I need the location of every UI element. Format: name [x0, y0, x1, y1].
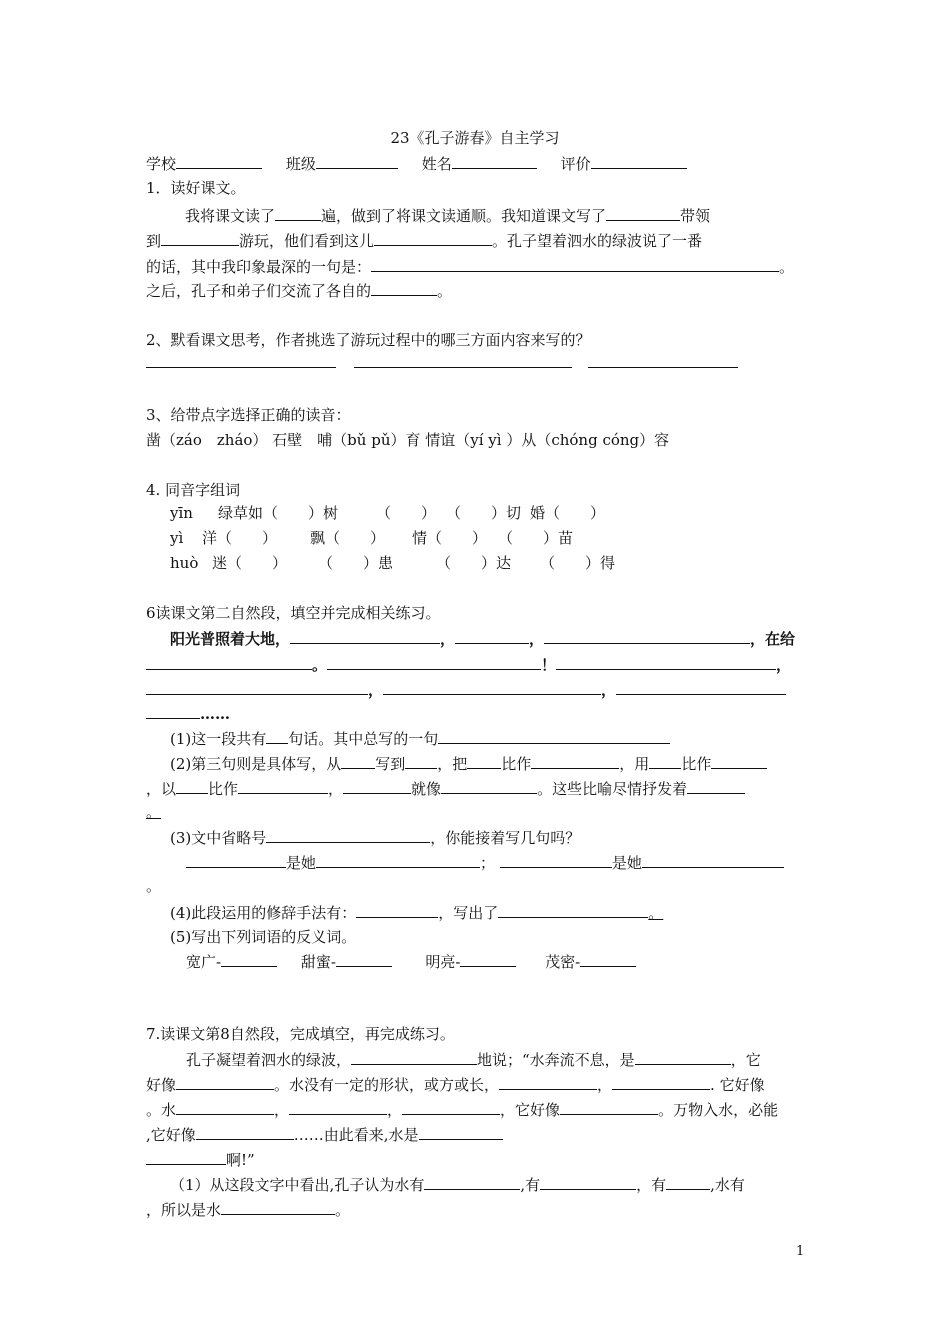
q4-row [170, 553, 615, 573]
text: 。 [312, 656, 328, 674]
text: 写到 [375, 755, 406, 773]
q7-line5 [146, 1149, 255, 1170]
text: ……由此看来,水是 [293, 1126, 419, 1144]
page-title: 23《孔子游春》自主学习 [390, 129, 560, 147]
blank[interactable] [196, 1124, 294, 1140]
text: ，有 [636, 1176, 667, 1194]
text: 。这些比喻尽情抒发着 [537, 780, 688, 798]
text: (3)文中省略号 [170, 829, 267, 847]
school-blank[interactable] [176, 153, 262, 169]
blank[interactable] [351, 1049, 477, 1065]
text: 。 [779, 258, 795, 276]
text: . 它好像 [710, 1076, 765, 1094]
blank[interactable] [467, 753, 501, 769]
q6-sub3 [170, 827, 580, 848]
blank[interactable] [460, 951, 516, 967]
blank[interactable] [499, 1074, 597, 1090]
text: ，写出了 [438, 904, 499, 922]
blank[interactable] [146, 703, 200, 719]
blank[interactable] [424, 1174, 520, 1190]
blank[interactable] [649, 753, 681, 769]
blank[interactable] [540, 1174, 636, 1190]
word-blank[interactable]: （ ）患 [318, 554, 394, 572]
text: 阳光普照着大地， [170, 630, 291, 648]
q4-row [170, 503, 605, 523]
blank[interactable] [371, 256, 779, 272]
q6-heading: 6读课文第二自然段，填空并完成相关练习。 [146, 604, 441, 622]
text: 就像 [411, 780, 442, 798]
blank[interactable] [176, 1099, 274, 1115]
blank[interactable] [383, 679, 601, 695]
text: (1)这一段共有 [170, 730, 267, 748]
blank[interactable] [316, 852, 480, 868]
text: ， [328, 780, 344, 798]
blank[interactable] [711, 753, 767, 769]
text: ， [368, 681, 384, 699]
blank[interactable] [290, 628, 440, 644]
text: 比作 [681, 755, 712, 773]
text: (4)此段运用的修辞手法有： [170, 904, 357, 922]
text: ， [597, 1076, 613, 1094]
text: ,水有 [710, 1176, 745, 1194]
blank[interactable] [405, 753, 437, 769]
blank[interactable] [327, 654, 541, 670]
blank[interactable] [606, 205, 680, 221]
text: 。水没有一定的形状，或方或长， [274, 1076, 500, 1094]
blank[interactable] [221, 951, 277, 967]
q7-line1 [186, 1049, 761, 1070]
word-blank[interactable]: 飘（ ） [310, 529, 386, 547]
q1-heading: 1．读好课文。 [146, 179, 246, 197]
text: …… [200, 705, 230, 723]
q1-line4 [146, 280, 452, 301]
q1-line1 [185, 205, 710, 226]
blank[interactable] [221, 1199, 335, 1215]
q7-line2 [146, 1074, 765, 1095]
word-blank[interactable]: 婚（ ） [530, 504, 606, 522]
text: ，所以是水 [146, 1201, 222, 1219]
text: ！ [541, 656, 557, 674]
blank[interactable] [374, 230, 492, 246]
q6-sub3-end: 。 [146, 877, 162, 895]
blank[interactable] [161, 230, 239, 246]
blank[interactable] [500, 852, 612, 868]
q6-bold-line4 [146, 703, 230, 724]
blank[interactable] [371, 280, 437, 296]
pinyin: yīn [170, 504, 193, 522]
q7-line4 [146, 1124, 503, 1145]
class-label: 班级 [285, 155, 316, 173]
text: 。 [335, 1201, 351, 1219]
text: 是她 [286, 854, 317, 872]
blank[interactable] [176, 1074, 274, 1090]
text: ，在给 [750, 630, 796, 648]
blank[interactable] [531, 753, 619, 769]
text: ,有 [520, 1176, 541, 1194]
text: 是她 [611, 854, 642, 872]
text: ， [529, 630, 545, 648]
text: ； [480, 854, 496, 872]
text: 比作 [208, 780, 239, 798]
text: ， [274, 1101, 290, 1119]
blank[interactable] [635, 1049, 731, 1065]
q6-bold-line2 [146, 654, 791, 675]
word-blank[interactable]: （ ）得 [540, 554, 616, 572]
text: ，用 [619, 755, 650, 773]
q4-heading: 4. 同音字组词 [146, 481, 241, 499]
q3-pinyin-line: 凿（záo zháo） 石壁 哺（bǔ pǔ）育 情谊（yí yì ）从（chóng cóng）容 [146, 431, 670, 449]
blank[interactable] [266, 728, 288, 744]
text: (2)第三句则是具体写，从 [170, 755, 342, 773]
blank[interactable] [438, 728, 670, 744]
text: 我将课文读了 [185, 207, 276, 225]
q6-bold-line1 [170, 628, 795, 649]
pinyin: yì [170, 529, 184, 547]
q6-sub3-line [186, 852, 784, 873]
antonym-word: 明亮- [425, 953, 461, 971]
q6-sub2-cont [146, 778, 745, 799]
text: 遍，做到了将课文读通顺。我知道课文写了 [321, 207, 607, 225]
text: ，以 [146, 780, 177, 798]
q6-sub2 [170, 753, 767, 774]
pinyin: huò [170, 554, 199, 572]
page-number: 1 [796, 1244, 805, 1259]
word-blank[interactable]: （ ）切 [446, 504, 522, 522]
q7-heading: 7.读课文第8自然段，完成填空，再完成练习。 [146, 1025, 455, 1043]
blank[interactable] [544, 628, 750, 644]
text: ，把 [437, 755, 468, 773]
blank[interactable] [441, 778, 537, 794]
blank[interactable] [238, 778, 328, 794]
blank[interactable] [556, 654, 776, 670]
text: 比作 [501, 755, 532, 773]
school-label: 学校 [146, 155, 177, 173]
text: 。 [648, 904, 664, 922]
blank[interactable] [341, 753, 375, 769]
q6-sub2-end [146, 802, 161, 822]
blank[interactable] [275, 205, 321, 221]
text: 。水 [146, 1101, 177, 1119]
text: 。孔子望着泗水的绿波说了一番 [492, 232, 703, 250]
text: 。 [146, 803, 162, 821]
text: ，它好像 [500, 1101, 561, 1119]
blank[interactable] [402, 1099, 500, 1115]
text: ，它 [730, 1051, 761, 1069]
text: ,它好像 [146, 1126, 196, 1144]
text: 好像 [146, 1076, 177, 1094]
text: （1）从这段文字中看出,孔子认为水有 [170, 1176, 425, 1194]
q3-heading: 3、给带点字选择正确的读音： [146, 406, 351, 424]
eval-blank[interactable] [591, 153, 687, 169]
q6-sub4 [170, 902, 663, 923]
blank[interactable] [356, 902, 438, 918]
text: 。 [437, 282, 453, 300]
blank[interactable] [666, 1174, 710, 1190]
blank[interactable] [560, 1099, 658, 1115]
blank[interactable] [616, 679, 786, 695]
text: 孔子凝望着泗水的绿波， [186, 1051, 352, 1069]
text: 。万物入水，必能 [658, 1101, 779, 1119]
q2-heading: 2、默看课文思考，作者挑选了游玩过程中的哪三方面内容来写的？ [146, 331, 591, 349]
blank[interactable] [642, 852, 784, 868]
text: 之后，孔子和弟子们交流了各自的 [146, 282, 372, 300]
text: ， [440, 630, 456, 648]
q2-answer-blank[interactable] [146, 367, 336, 368]
q7-line3 [146, 1099, 778, 1120]
text: ，你能接着写几句吗？ [430, 829, 581, 847]
text: ， [776, 656, 792, 674]
word-blank[interactable]: 情（ ） [412, 529, 488, 547]
q2-answer-blank[interactable] [354, 367, 572, 368]
blank[interactable] [186, 852, 286, 868]
word-blank[interactable]: 洋（ ） [202, 529, 278, 547]
q6-antonyms [186, 951, 636, 972]
q1-line3 [146, 256, 794, 277]
eval-label: 评价 [560, 155, 591, 173]
antonym-word: 甜蜜- [300, 953, 336, 971]
q6-bold-line3 [146, 679, 786, 700]
antonym-word: 茂密- [545, 953, 581, 971]
q1-line2 [146, 230, 702, 251]
blank[interactable] [336, 951, 392, 967]
blank[interactable] [687, 778, 745, 794]
text: 句话。其中总写的一句 [288, 730, 439, 748]
blank[interactable] [612, 1074, 710, 1090]
header-row [146, 153, 687, 174]
blank[interactable] [146, 654, 312, 670]
blank[interactable] [176, 778, 208, 794]
text: 游玩，他们看到这儿 [239, 232, 375, 250]
word-blank[interactable]: 迷（ ） [212, 554, 288, 572]
text: 到 [146, 232, 162, 250]
q7-sub1 [170, 1174, 745, 1195]
text: 地说；“水奔流不息，是 [477, 1051, 635, 1069]
q4-row [170, 528, 573, 548]
q6-sub5: (5)写出下列词语的反义词。 [170, 928, 357, 946]
name-label: 姓名 [421, 155, 452, 173]
blank[interactable] [343, 778, 411, 794]
antonym-word: 宽广- [186, 953, 222, 971]
blank[interactable] [498, 902, 648, 918]
name-blank[interactable] [452, 153, 537, 169]
blank[interactable] [289, 1099, 387, 1115]
blank[interactable] [455, 628, 529, 644]
word-blank[interactable]: （ ）达 [436, 554, 512, 572]
blank[interactable] [146, 1149, 226, 1165]
text: ， [601, 681, 617, 699]
q2-answer-blank[interactable] [588, 367, 738, 368]
blank[interactable] [266, 827, 430, 843]
word-blank[interactable]: 绿草如（ ）树 [218, 504, 339, 522]
q6-sub1 [170, 728, 670, 749]
blank[interactable] [419, 1124, 503, 1140]
blank[interactable] [580, 951, 636, 967]
text: ， [387, 1101, 403, 1119]
q7-sub1-cont [146, 1199, 350, 1220]
text: 的话，其中我印象最深的一句是： [146, 258, 372, 276]
blank[interactable] [146, 679, 368, 695]
class-blank[interactable] [316, 153, 398, 169]
word-blank[interactable]: （ ） [376, 504, 437, 522]
text: 带领 [680, 207, 711, 225]
text: 啊!” [226, 1151, 255, 1169]
word-blank[interactable]: （ ）苗 [498, 529, 574, 547]
